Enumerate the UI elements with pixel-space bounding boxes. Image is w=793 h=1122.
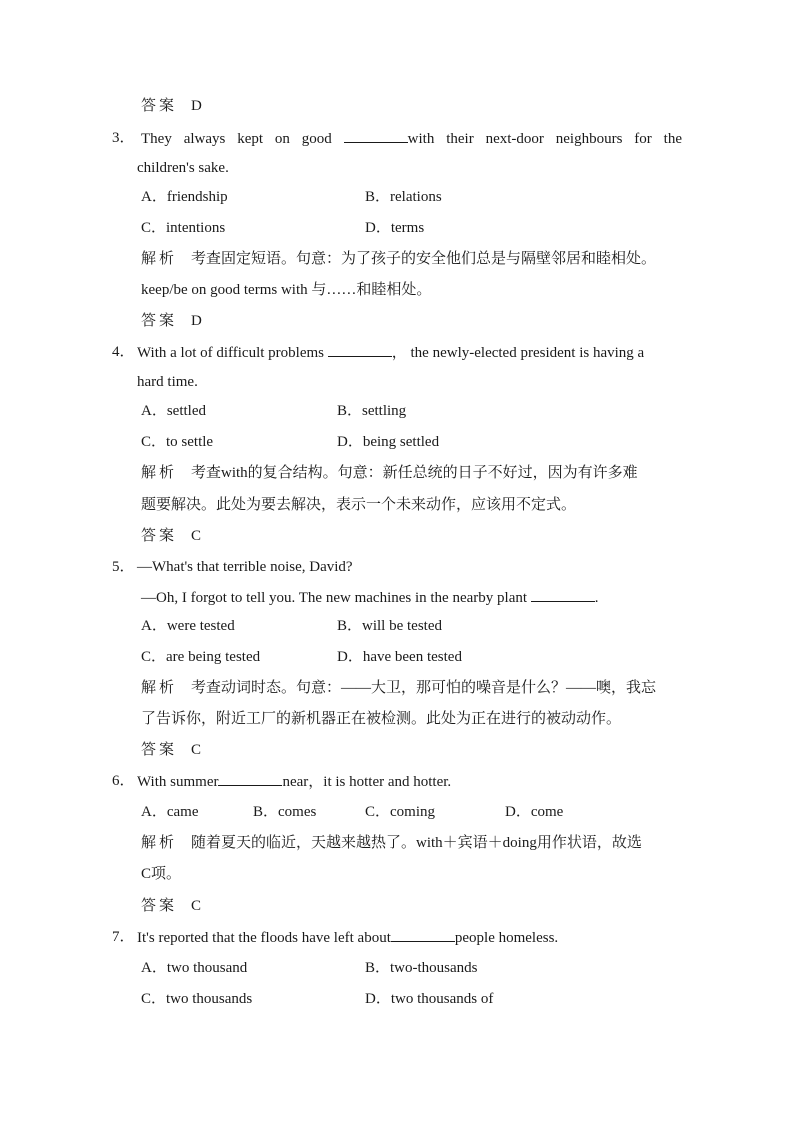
- option-a: A．settled: [141, 403, 206, 419]
- option-c: C．intentions: [141, 220, 226, 236]
- option-a: A．were tested: [141, 618, 235, 634]
- option-a: A．came: [141, 804, 199, 820]
- analysis-label: 解析: [141, 251, 178, 267]
- question-5-dialogue-1: —What's that terrible noise, David?: [137, 559, 353, 575]
- answer-label: 答案: [141, 528, 178, 544]
- analysis-line: [141, 678, 656, 698]
- answer-line: [141, 96, 202, 116]
- analysis-line: [141, 249, 656, 269]
- question-5-dialogue-2: [141, 587, 599, 608]
- option-d: D．two thousands of: [365, 991, 494, 1007]
- analysis-text-cont: 了告诉你，附近工厂的新机器正在被检测。此处为正在进行的被动动作。: [141, 711, 622, 727]
- question-4-stem: [137, 342, 682, 363]
- option-d: D．have been tested: [337, 649, 462, 665]
- stem-text: It's reported that the floods have left about: [137, 930, 391, 946]
- answer-label: 答案: [141, 313, 178, 329]
- answer-blank: [328, 342, 392, 357]
- stem-text: near，it is hotter and hotter.: [282, 774, 452, 790]
- stem-text: They always kept on good: [141, 131, 332, 147]
- option-a: A．two thousand: [141, 960, 248, 976]
- answer-value: D: [191, 98, 202, 114]
- question-3-number: 3．: [112, 130, 135, 146]
- analysis-text-cont: keep/be on good terms with 与……和睦相处。: [141, 282, 432, 298]
- answer-value: C: [191, 742, 202, 758]
- question-6-stem: [137, 771, 451, 792]
- answer-blank: [531, 587, 595, 602]
- stem-text: .: [594, 590, 599, 606]
- answer-blank: [391, 927, 455, 942]
- answer-value: C: [191, 528, 202, 544]
- question-3-stem: [141, 128, 682, 149]
- answer-blank: [218, 771, 282, 786]
- answer-line: [141, 896, 201, 916]
- option-b: B．relations: [365, 189, 442, 205]
- answer-line: [141, 311, 202, 331]
- answer-label: 答案: [141, 898, 178, 914]
- answer-line: [141, 526, 201, 546]
- question-3-stem-cont: children's sake.: [137, 160, 229, 176]
- answer-blank: [344, 128, 408, 143]
- option-c: C．are being tested: [141, 649, 261, 665]
- question-6-number: 6．: [112, 773, 135, 789]
- analysis-line: [141, 833, 642, 853]
- option-d: D．being settled: [337, 434, 440, 450]
- analysis-text: 考查with的复合结构。句意：新任总统的日子不好过，因为有许多难: [191, 465, 638, 481]
- stem-text: —Oh, I forgot to tell you. The new machines in the nearby plant: [141, 590, 528, 606]
- answer-label: 答案: [141, 98, 178, 114]
- option-b: B．settling: [337, 403, 407, 419]
- answer-label: 答案: [141, 742, 178, 758]
- answer-value: D: [191, 313, 202, 329]
- analysis-text-cont: C项。: [141, 866, 182, 882]
- option-c: C．two thousands: [141, 991, 253, 1007]
- stem-text: With summer: [137, 774, 219, 790]
- answer-line: [141, 740, 201, 760]
- question-7-number: 7．: [112, 929, 135, 945]
- analysis-label: 解析: [141, 465, 178, 481]
- option-d: D．terms: [365, 220, 425, 236]
- option-a: A．friendship: [141, 189, 228, 205]
- question-7-stem: [137, 927, 558, 948]
- analysis-label: 解析: [141, 680, 178, 696]
- stem-text: with their next-door neighbours for the: [407, 131, 682, 147]
- stem-text: With a lot of difficult problems: [137, 345, 325, 361]
- stem-text: people homeless.: [454, 930, 559, 946]
- analysis-line: [141, 463, 638, 483]
- analysis-text: 考查动词时态。句意：——大卫，那可怕的噪音是什么？——噢，我忘: [191, 680, 657, 696]
- analysis-label: 解析: [141, 835, 178, 851]
- analysis-text-cont: 题要解决。此处为要去解决，表示一个未来动作，应该用不定式。: [141, 497, 577, 513]
- answer-value: C: [191, 898, 202, 914]
- option-c: C．to settle: [141, 434, 214, 450]
- analysis-text: 随着夏天的临近，天越来越热了。with＋宾语＋doing用作状语，故选: [191, 835, 642, 851]
- option-b: B．will be tested: [337, 618, 442, 634]
- question-4-number: 4．: [112, 344, 135, 360]
- option-c: C．coming: [365, 804, 435, 820]
- option-b: B．two-thousands: [365, 960, 478, 976]
- question-4-stem-cont: hard time.: [137, 374, 198, 390]
- question-5-number: 5．: [112, 559, 135, 575]
- analysis-text: 考查固定短语。句意：为了孩子的安全他们总是与隔壁邻居和睦相处。: [191, 251, 657, 267]
- option-b: B．comes: [253, 804, 317, 820]
- stem-text: ， the newly-elected president is having a: [391, 345, 645, 361]
- option-d: D．come: [505, 804, 564, 820]
